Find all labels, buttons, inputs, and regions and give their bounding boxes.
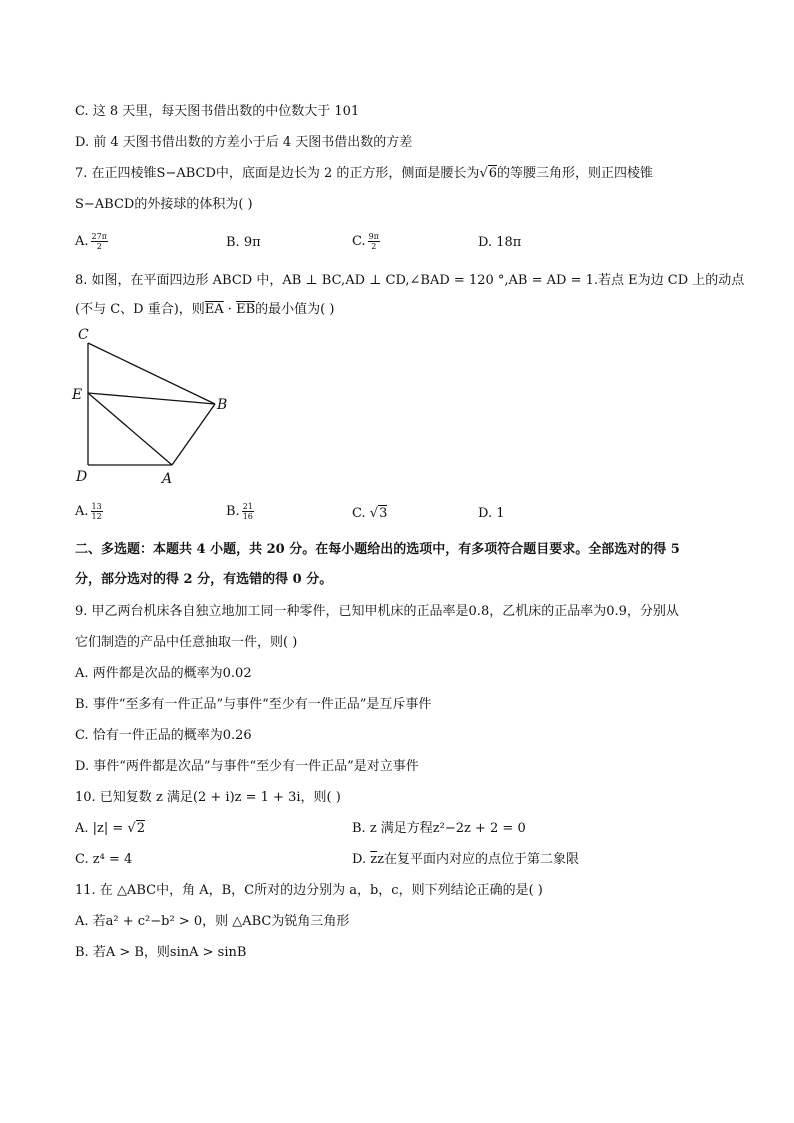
option-label: C. bbox=[352, 506, 366, 521]
q8-option-d: D. 1 bbox=[478, 506, 505, 521]
q8-figure bbox=[60, 325, 250, 495]
q11-option-b: B. 若A > B，则sinA > sinB bbox=[75, 945, 247, 960]
q10-option-c: C. z⁴ = 4 bbox=[75, 852, 133, 867]
q11-stem: 11. 在 △ABC中，角 A，B，C所对的边分别为 a，b，c，则下列结论正确的是( ) bbox=[75, 883, 543, 898]
q7-stem-line2: S−ABCD的外接球的体积为( ) bbox=[75, 197, 253, 212]
q10-stem: 10. 已知复数 z 满足(2 + i)z = 1 + 3i，则( ) bbox=[75, 790, 341, 805]
numerator: 9π bbox=[368, 232, 379, 241]
radicand: 2 bbox=[136, 821, 145, 836]
label-e: E bbox=[72, 387, 83, 403]
section2-header-line1: 二、多选题：本题共 4 小题，共 20 分。在每小题给出的选项中，有多项符合题目要求。全部选对的得 5 bbox=[75, 542, 680, 557]
q6-option-d: D. 前 4 天图书借出数的方差小于后 4 天图书借出数的方差 bbox=[75, 135, 413, 150]
conjugate-z: $\overline{z}$ bbox=[370, 852, 378, 867]
fraction bbox=[368, 232, 380, 251]
numerator: 27π bbox=[91, 232, 107, 241]
q7-radicand: 6 bbox=[488, 166, 498, 181]
q7-option-d: D. 18π bbox=[478, 235, 522, 250]
sqrt-symbol: √ bbox=[479, 166, 488, 181]
numerator: 13 bbox=[91, 502, 102, 511]
label-a: A bbox=[162, 471, 173, 487]
fraction bbox=[91, 502, 103, 521]
vector-eb: $\overline{EB}$ bbox=[236, 302, 256, 317]
label-d: D bbox=[76, 469, 88, 485]
numerator: 21 bbox=[242, 502, 253, 511]
q11-option-a: A. 若a² + c²−b² > 0，则 △ABC为锐角三角形 bbox=[75, 914, 350, 929]
option-label: D. bbox=[352, 852, 371, 867]
q9-option-d: D. 事件“两件都是次品”与事件“至少有一件正品”是对立事件 bbox=[75, 759, 419, 774]
label-b: B bbox=[217, 397, 228, 413]
q7-option-b: B. 9π bbox=[226, 235, 261, 250]
q9-option-c: C. 恰有一件正品的概率为0.26 bbox=[75, 728, 252, 743]
q8-stem-line1: 8. 如图，在平面四边形 ABCD 中，AB ⊥ BC,AD ⊥ CD,∠BAD = 120 °,AB = AD = 1.若点 E为边 CD 上的动点 bbox=[75, 273, 745, 288]
section2-header-line2: 分，部分选对的得 2 分，有选错的得 0 分。 bbox=[75, 572, 333, 587]
q8-stem-part-a: (不与 C、D 重合)，则 bbox=[75, 302, 205, 317]
q10-option-d-text: z在复平面内对应的点位于第二象限 bbox=[377, 852, 579, 867]
option-label: A. bbox=[75, 504, 89, 519]
q9-option-b: B. 事件“至多有一件正品”与事件“至少有一件正品”是互斥事件 bbox=[75, 697, 432, 712]
denominator: 2 bbox=[371, 242, 377, 251]
sqrt-symbol: √ bbox=[127, 821, 136, 836]
denominator: 16 bbox=[242, 512, 253, 521]
dot-operator: · bbox=[223, 302, 237, 317]
option-label: A. bbox=[75, 234, 89, 249]
q7-stem-part-a: 7. 在正四棱锥S−ABCD中，底面是边长为 2 的正方形，侧面是腰长为 bbox=[75, 166, 480, 181]
q8-option-b bbox=[226, 502, 256, 521]
q10-option-a-text: A. |z| = bbox=[75, 821, 128, 836]
q8-stem-line2 bbox=[75, 301, 334, 319]
fraction bbox=[242, 502, 254, 521]
q8-option-c bbox=[352, 505, 387, 523]
q8-option-a bbox=[75, 502, 105, 521]
option-label: C. bbox=[352, 234, 366, 249]
q7-option-a bbox=[75, 232, 110, 251]
q9-option-a: A. 两件都是次品的概率为0.02 bbox=[75, 666, 252, 681]
fraction bbox=[91, 232, 108, 251]
q8-stem-part-b: 的最小值为( ) bbox=[255, 302, 335, 317]
sqrt-symbol: √ bbox=[369, 506, 379, 521]
q10-option-d bbox=[352, 851, 579, 869]
q7-stem-line1 bbox=[75, 165, 653, 183]
q9-stem-line1: 9. 甲乙两台机床各自独立地加工同一种零件，已知甲机床的正品率是0.8，乙机床的正品率为0.9，分别从 bbox=[75, 604, 679, 619]
option-label: B. bbox=[226, 504, 240, 519]
q7-stem-part-b: 的等腰三角形，则正四棱锥 bbox=[497, 166, 654, 181]
q9-stem-line2: 它们制造的产品中任意抽取一件，则( ) bbox=[75, 635, 298, 650]
q6-option-c: C. 这 8 天里，每天图书借出数的中位数大于 101 bbox=[75, 104, 360, 119]
label-c: C bbox=[78, 327, 89, 343]
q10-option-a bbox=[75, 820, 145, 838]
denominator: 2 bbox=[96, 242, 102, 251]
vector-ea: $\overline{EA}$ bbox=[204, 302, 224, 317]
segment-ea bbox=[88, 393, 172, 465]
denominator: 12 bbox=[91, 512, 102, 521]
segment-ab bbox=[172, 404, 215, 465]
q10-option-b: B. z 满足方程z²−2z + 2 = 0 bbox=[352, 821, 526, 836]
radicand: 3 bbox=[379, 506, 388, 521]
q7-option-c bbox=[352, 232, 382, 251]
